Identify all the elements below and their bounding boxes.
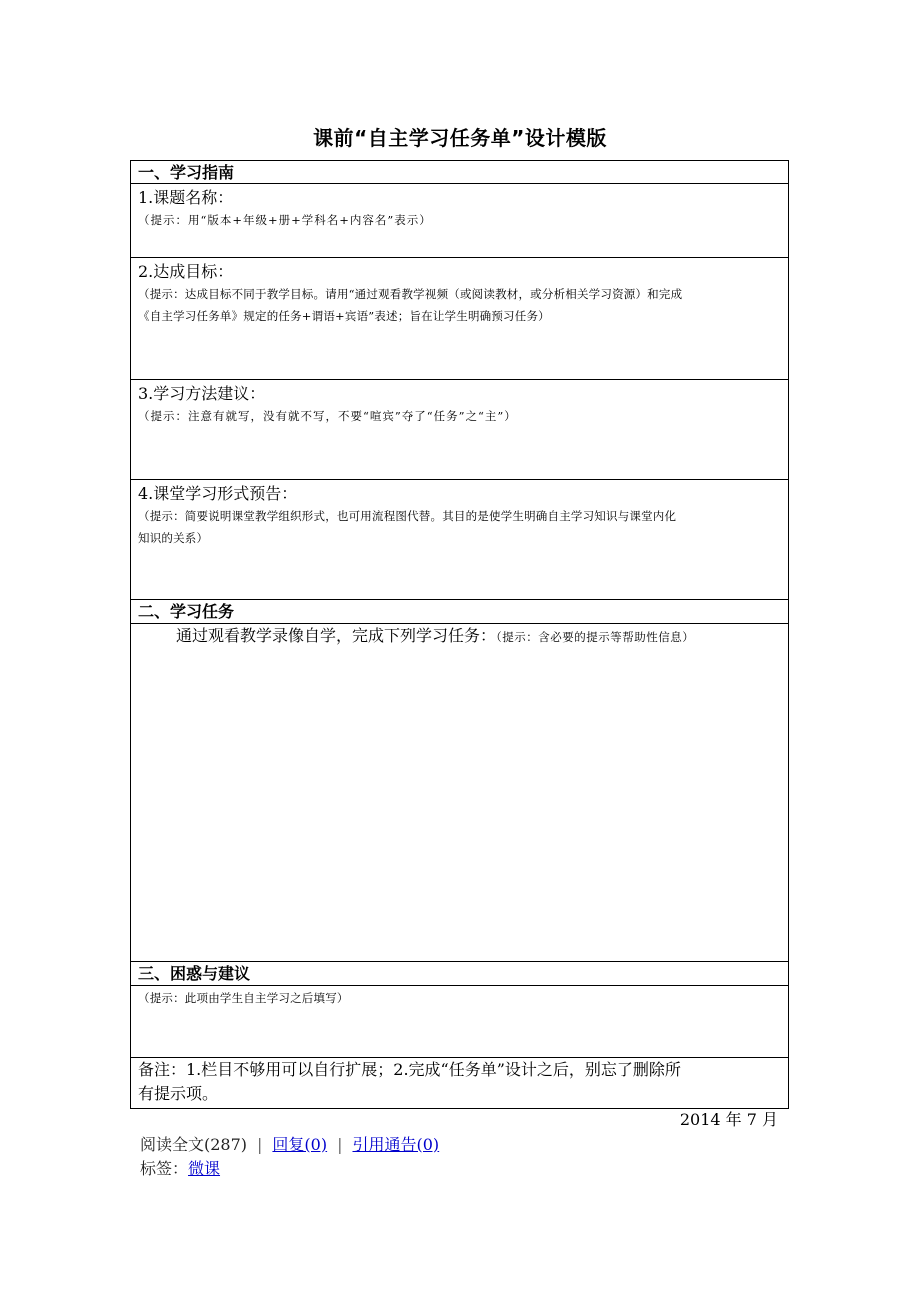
topic-name-label: 1.课题名称： — [138, 188, 234, 207]
learning-tasks-intro-text: 通过观看教学录像自学，完成下列学习任务： — [176, 626, 497, 645]
topic-name-hint: （提示：用“版本+年级+册+学科名+内容名”表示） — [138, 213, 432, 227]
tags-line — [140, 1157, 220, 1181]
section3-header-row — [131, 962, 788, 986]
section1-header-row — [131, 161, 788, 184]
section2-header: 二、学习任务 — [138, 602, 235, 621]
learning-tasks-hint: （提示：含必要的提示等帮助性信息） — [496, 630, 695, 644]
document-title: 课前“自主学习任务单”设计模版 — [313, 126, 607, 150]
separator-1: | — [257, 1135, 263, 1154]
section2-header-row — [131, 600, 788, 624]
note-cell — [131, 1058, 788, 1108]
topic-name-cell[interactable] — [131, 184, 788, 258]
class-format-label: 4.课堂学习形式预告： — [138, 484, 298, 503]
trackback-link[interactable]: 引用通告(0) — [352, 1135, 440, 1154]
learning-tasks-cell[interactable] — [131, 624, 788, 962]
objectives-cell[interactable] — [131, 258, 788, 380]
read-full-count: 阅读全文(287) — [140, 1135, 248, 1154]
questions-hint: （提示：此项由学生自主学习之后填写） — [138, 991, 349, 1005]
task-sheet-table — [130, 160, 789, 1109]
document-date: 2014 年 7 月 — [679, 1110, 778, 1129]
footer-links — [140, 1133, 439, 1157]
class-format-cell[interactable] — [131, 480, 788, 600]
objectives-hint-line2: 《自主学习任务单》规定的任务+谓语+宾语”表述；旨在让学生明确预习任务） — [138, 309, 550, 323]
objectives-label: 2.达成目标： — [138, 262, 234, 281]
class-format-hint-line1: （提示：简要说明课堂教学组织形式，也可用流程图代替。其目的是使学生明确自主学习知识与课堂内化 — [138, 509, 677, 523]
learning-tasks-intro — [138, 625, 781, 648]
objectives-hint-line1: （提示：达成目标不同于教学目标。请用“通过观看教学视频（或阅读教材，或分析相关学习资源）和完成 — [138, 287, 683, 301]
method-advice-label: 3.学习方法建议： — [138, 384, 266, 403]
class-format-hint-line2: 知识的关系） — [138, 531, 209, 545]
method-advice-hint: （提示：注意有就写，没有就不写，不要“喧宾”夺了“任务”之“主”） — [138, 409, 517, 423]
note-line1: 备注：1.栏目不够用可以自行扩展；2.完成“任务单”设计之后，别忘了删除所 — [138, 1060, 681, 1079]
tag-link-weike[interactable]: 微课 — [188, 1159, 221, 1178]
reply-link[interactable]: 回复(0) — [272, 1135, 328, 1154]
section1-header: 一、学习指南 — [138, 163, 235, 182]
section3-header: 三、困惑与建议 — [138, 964, 251, 983]
method-advice-cell[interactable] — [131, 380, 788, 480]
separator-2: | — [337, 1135, 343, 1154]
note-line2: 有提示项。 — [138, 1084, 219, 1103]
tags-label: 标签： — [140, 1159, 189, 1178]
questions-cell[interactable] — [131, 986, 788, 1058]
